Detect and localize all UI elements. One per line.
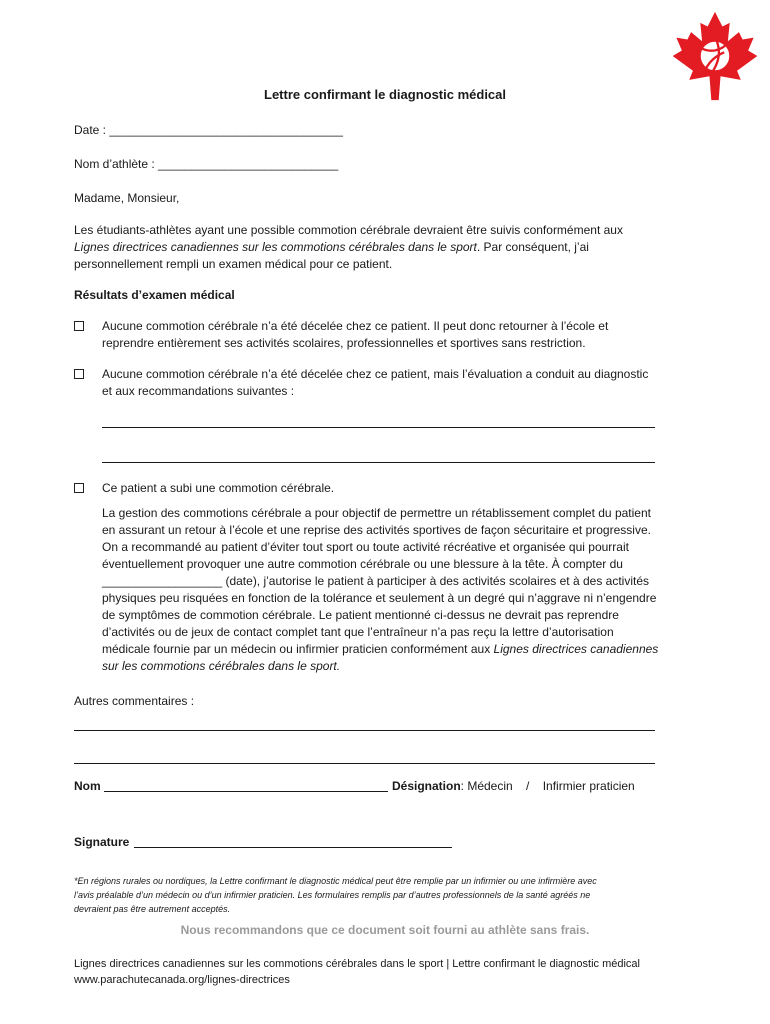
intro-line-2: Lignes directrices canadiennes sur les commotions cérébrales dans le sport. Par conséquent, j’ai bbox=[74, 240, 589, 254]
intro-line-1: Les étudiants-athlètes ayant une possible commotion cérébrale devraient être suivis conformément aux bbox=[74, 223, 623, 237]
comments-label: Autres commentaires : bbox=[74, 694, 195, 708]
diagnosis-line-1[interactable] bbox=[102, 427, 655, 428]
signature-field[interactable] bbox=[134, 847, 452, 848]
designation-options[interactable]: : Médecin / Infirmier praticien bbox=[460, 779, 635, 793]
designation-label: Désignation bbox=[392, 779, 461, 793]
option-no-concussion-diagnosis[interactable]: Aucune commotion cérébrale n’a été décelée chez ce patient, mais l’évaluation a conduit au diagnostic et aux recommandations suivantes : bbox=[74, 366, 674, 400]
comments-line-1[interactable] bbox=[74, 730, 655, 731]
results-heading: Résultats d’examen médical bbox=[74, 288, 235, 302]
greeting: Madame, Monsieur, bbox=[74, 191, 180, 205]
comments-line-2[interactable] bbox=[74, 763, 655, 764]
footer bbox=[74, 956, 714, 988]
date-field[interactable]: Date : ___________________________________ bbox=[74, 123, 343, 137]
page-title: Lettre confirmant le diagnostic médical bbox=[264, 87, 506, 102]
diagnosis-line-2[interactable] bbox=[102, 462, 655, 463]
name-label: Nom bbox=[74, 779, 101, 793]
footer-url[interactable]: www.parachutecanada.org/lignes-directrices bbox=[74, 974, 290, 986]
intro-line-3: personnellement rempli un examen médical pour ce patient. bbox=[74, 257, 393, 271]
option-concussion[interactable]: Ce patient a subi une commotion cérébrale. bbox=[74, 480, 674, 497]
designation bbox=[392, 778, 635, 795]
return-date-field[interactable]: __________________ (date), j’autorise le patient à participer à des activités scolaires et à des activités bbox=[102, 574, 650, 588]
checkbox-diagnosis[interactable] bbox=[74, 369, 84, 379]
guidelines-title: Lignes directrices canadiennes sur les commotions cérébrales dans le sport bbox=[74, 240, 477, 254]
intro-paragraph bbox=[74, 222, 694, 273]
athlete-name-field[interactable]: Nom d’athlète : ___________________________ bbox=[74, 157, 339, 171]
name-field[interactable] bbox=[104, 791, 388, 792]
concussion-paragraph: La gestion des commotions cérébrale a pour objectif de permettre un rétablissement complet du patient en assurant un retour à l’école et une reprise des activités sportives de façon sécuritaire et progressive. On a recommandé au patient d’éviter tout sport ou toute activité récréative et organisée qui pourrait éventuellement provoquer une autre commotion cérébrale ou une blessure à la tête. À compter du __________________ (date), j’autorise le patient à participer à des activités scolaires et à des activités physiques peu risquées en fonction de la tolérance et seulement à un degré qui n’aggrave ni n’engendre de symptômes de commotion cérébrale. Le patient mentionné ci-dessus ne devrait pas reprendre d’activités ou de jeux de contact complet tant que l’entraîneur n’a pas reçu la lettre d’autorisation médicale fournie par un médecin ou infirmier praticien conformément aux Lignes directrices canadiennes sur les commotions cérébrales dans le sport. bbox=[102, 505, 702, 675]
checkbox-concussion[interactable] bbox=[74, 483, 84, 493]
checkbox-no-concussion[interactable] bbox=[74, 321, 84, 331]
footnote: *En régions rurales ou nordiques, la Lettre confirmant le diagnostic médical peut être remplie par un infirmier ou une infirmière avec l’avis préalable d’un médecin ou d’un infirmier praticien. Les formulaires remplis par d’autres professionnels de la santé agréés ne devraient pas être autrement acceptés. bbox=[74, 876, 597, 914]
recommendation-note: Nous recommandons que ce document soit fourni au athlète sans frais. bbox=[180, 923, 590, 937]
option-no-concussion[interactable]: Aucune commotion cérébrale n’a été décelée chez ce patient. Il peut donc retourner à l’école et reprendre entièrement ses activités scolaires, professionnelles et sportives sans restriction. bbox=[74, 318, 674, 352]
signature-label: Signature bbox=[74, 835, 130, 849]
footer-line-1: Lignes directrices canadiennes sur les commotions cérébrales dans le sport | Lettre confirmant le diagnostic médical bbox=[74, 958, 640, 970]
